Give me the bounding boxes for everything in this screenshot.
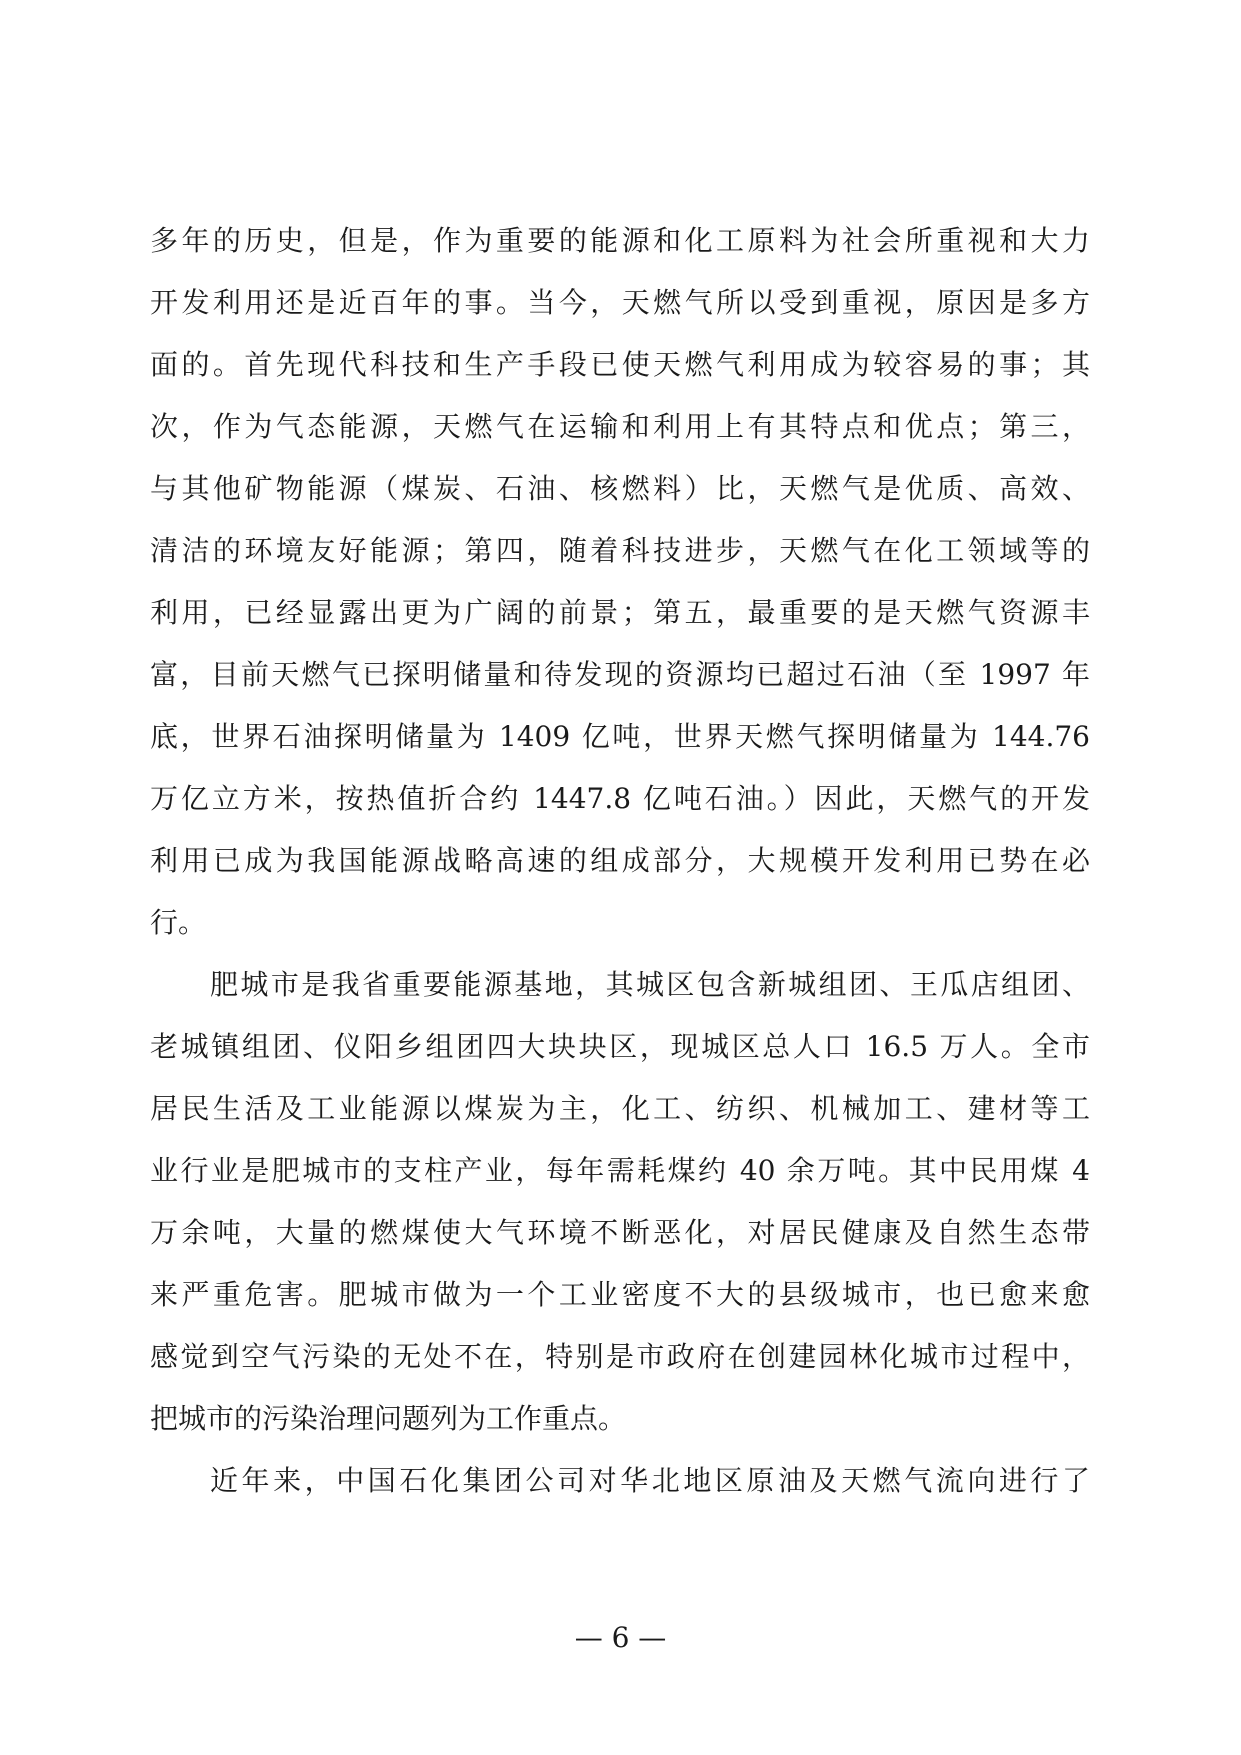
page-number: — 6 — xyxy=(574,1621,667,1654)
text-line: 富，目前天燃气已探明储量和待发现的资源均已超过石油（至 1997 年 xyxy=(150,658,1090,691)
text-line: 近年来，中国石化集团公司对华北地区原油及天燃气流向进行了 xyxy=(210,1464,1090,1497)
text-line: 来严重危害。肥城市做为一个工业密度不大的县级城市，也已愈来愈 xyxy=(150,1278,1090,1311)
text-line: 利用已成为我国能源战略高速的组成部分，大规模开发利用已势在必 xyxy=(150,844,1090,877)
text-line: 清洁的环境友好能源；第四，随着科技进步，天燃气在化工领域等的 xyxy=(150,534,1090,567)
text-line: 次，作为气态能源，天燃气在运输和利用上有其特点和优点；第三， xyxy=(150,410,1090,443)
text-line: 行。 xyxy=(150,906,207,939)
text-line: 业行业是肥城市的支柱产业，每年需耗煤约 40 余万吨。其中民用煤 4 xyxy=(150,1154,1090,1187)
text-line: 面的。首先现代科技和生产手段已使天燃气利用成为较容易的事；其 xyxy=(150,348,1090,381)
text-line: 感觉到空气污染的无处不在，特别是市政府在创建园林化城市过程中， xyxy=(150,1340,1090,1373)
text-line: 居民生活及工业能源以煤炭为主，化工、纺织、机械加工、建材等工 xyxy=(150,1092,1090,1125)
text-line: 把城市的污染治理问题列为工作重点。 xyxy=(150,1402,627,1435)
text-line: 底，世界石油探明储量为 1409 亿吨，世界天燃气探明储量为 144.76 xyxy=(150,720,1090,753)
text-line: 肥城市是我省重要能源基地，其城区包含新城组团、王瓜店组团、 xyxy=(210,968,1090,1001)
body-text xyxy=(150,210,1090,1512)
text-line: 多年的历史，但是，作为重要的能源和化工原料为社会所重视和大力 xyxy=(150,224,1090,257)
text-line: 利用，已经显露出更为广阔的前景；第五，最重要的是天燃气资源丰 xyxy=(150,596,1090,629)
text-line: 万亿立方米，按热值折合约 1447.8 亿吨石油。）因此，天燃气的开发 xyxy=(150,782,1090,815)
text-line: 开发利用还是近百年的事。当今，天燃气所以受到重视，原因是多方 xyxy=(150,286,1090,319)
text-line: 与其他矿物能源（煤炭、石油、核燃料）比，天燃气是优质、高效、 xyxy=(150,472,1090,505)
text-line: 万余吨，大量的燃煤使大气环境不断恶化，对居民健康及自然生态带 xyxy=(150,1216,1090,1249)
text-line: 老城镇组团、仪阳乡组团四大块块区，现城区总人口 16.5 万人。全市 xyxy=(150,1030,1090,1063)
